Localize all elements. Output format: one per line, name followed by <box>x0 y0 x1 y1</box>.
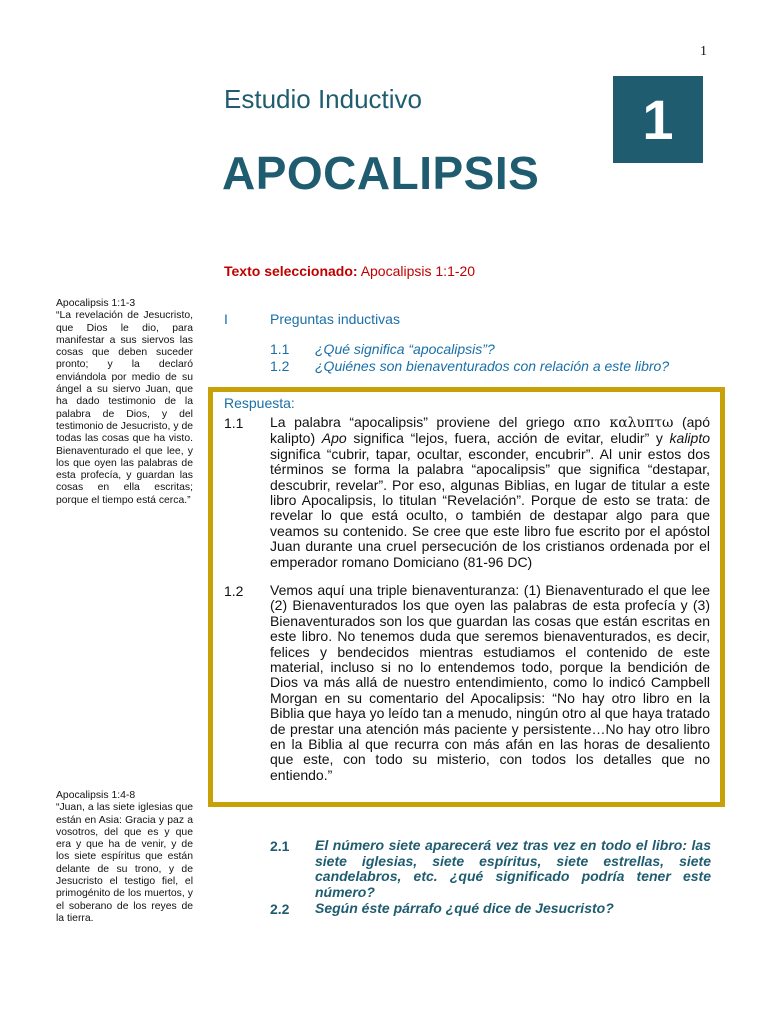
selected-text-value: Apocalipsis 1:1-20 <box>360 263 476 279</box>
question-number: 2.2 <box>270 901 290 917</box>
question-number: 1.1 <box>270 341 290 357</box>
term-kalipto: kalipto <box>669 430 710 447</box>
sidenote-1 <box>56 298 193 507</box>
chapter-number-badge: 1 <box>613 76 703 163</box>
answer-number: 1.2 <box>224 583 244 599</box>
sidenote-2 <box>56 790 193 925</box>
section-title: Preguntas inductivas <box>270 311 400 327</box>
sidenote-text: “La revelación de Jesucristo, que Dios le dio, para manifestar a sus siervos las cosas que deben suceder pronto; y la declaró enviándola por medio de su ángel a su siervo Juan, que ha dado testimonio de la palabra de Dios, y del testimonio de Jesucristo, y de todas las cosas que ha visto. Bienaventurado el que lee, y los que oyen las palabras de esta profecía, y guardan las cosas en ella escritas; porque el tiempo está cerca.” <box>56 310 193 506</box>
greek-term: απο καλυπτω <box>573 415 674 431</box>
answer-number: 1.1 <box>224 415 244 431</box>
question-number: 2.1 <box>270 838 290 854</box>
section-number: I <box>224 311 228 327</box>
selected-text-label: Texto seleccionado: <box>224 263 358 279</box>
question-text: ¿Qué significa “apocalipsis”? <box>315 341 495 357</box>
answer-text-2: Vemos aquí una triple bienaventuranza: (1) Bienaventurado el que lee (2) Bienaventurados los que oyen las palabras de esta profecía y (3) Bienaventurados son los que guardan las cosas que están escritas en este libro. No tenemos duda que seremos bienaventurados, es decir, felices y bendecidos mientras estudiamos el contenido de este material, incluso si no lo entendemos todo, porque la bendición de Dios va más allá de nuestro entendimiento, como lo indicó Campbell Morgan en su comentario del Apocalipsis: “No hay otro libro en la Biblia que haya yo leído tan a menudo, ningún otro al que haya tratado de prestar una atención más paciente y persistente…No hay otro libro en la Biblia al que recurra con más afán en las horas de desaliento que este, con todo su misterio, con todos los detalles que no entiendo.” <box>270 582 710 783</box>
sidenote-reference: Apocalipsis 1:1-3 <box>56 298 136 309</box>
question-text: ¿Quiénes son bienaventurados con relación a este libro? <box>315 358 670 374</box>
question-text: El número siete aparecerá vez tras vez en todo el libro: las siete iglesias, siete espíritus, siete estrellas, siete candelabros, etc. ¿qué significado podría tener este número? <box>315 837 711 900</box>
page-title: APOCALIPSIS <box>222 147 540 199</box>
answer-label: Respuesta: <box>224 395 295 411</box>
term-apo: Apo <box>321 430 347 447</box>
page-number: 1 <box>700 44 707 59</box>
answer-text-1: La palabra “apocalipsis” proviene del griego απο καλυπτω (apó kalipto) Apo significa “lejos, fuera, acción de evitar, eludir” y kalipto significa “cubrir, tapar, ocultar, esconder, encubrir”. Al unir estos dos términos se forma la palabra “apocalipsis” que significa “destapar, descubrir, revelar”. Por eso, algunas Biblias, en lugar de titular a este libro Apocalipsis, lo titulan “Revelación”. Porque de esto se trata: de revelar lo que está oculto, o también de destapar algo para que veamos su contenido. Se cree que este libro fue escrito por el apóstol Juan durante una cruel persecución de los cristianos ordenada por el emperador romano Domiciano (81-96 DC) <box>270 414 710 570</box>
question-number: 1.2 <box>270 358 290 374</box>
sidenote-reference: Apocalipsis 1:4-8 <box>56 790 136 801</box>
selected-text-line <box>224 263 475 279</box>
page-subtitle: Estudio Inductivo <box>224 84 423 114</box>
sidenote-text: “Juan, a las siete iglesias que están en Asia: Gracia y paz a vosotros, del que es y que era y que ha de venir, y de los siete espíritus que están delante de su trono, y de Jesucristo el testigo fiel, el primogénito de los muertos, y el soberano de los reyes de la tierra. <box>56 802 193 924</box>
question-text: Según éste párrafo ¿qué dice de Jesucristo? <box>315 900 614 916</box>
